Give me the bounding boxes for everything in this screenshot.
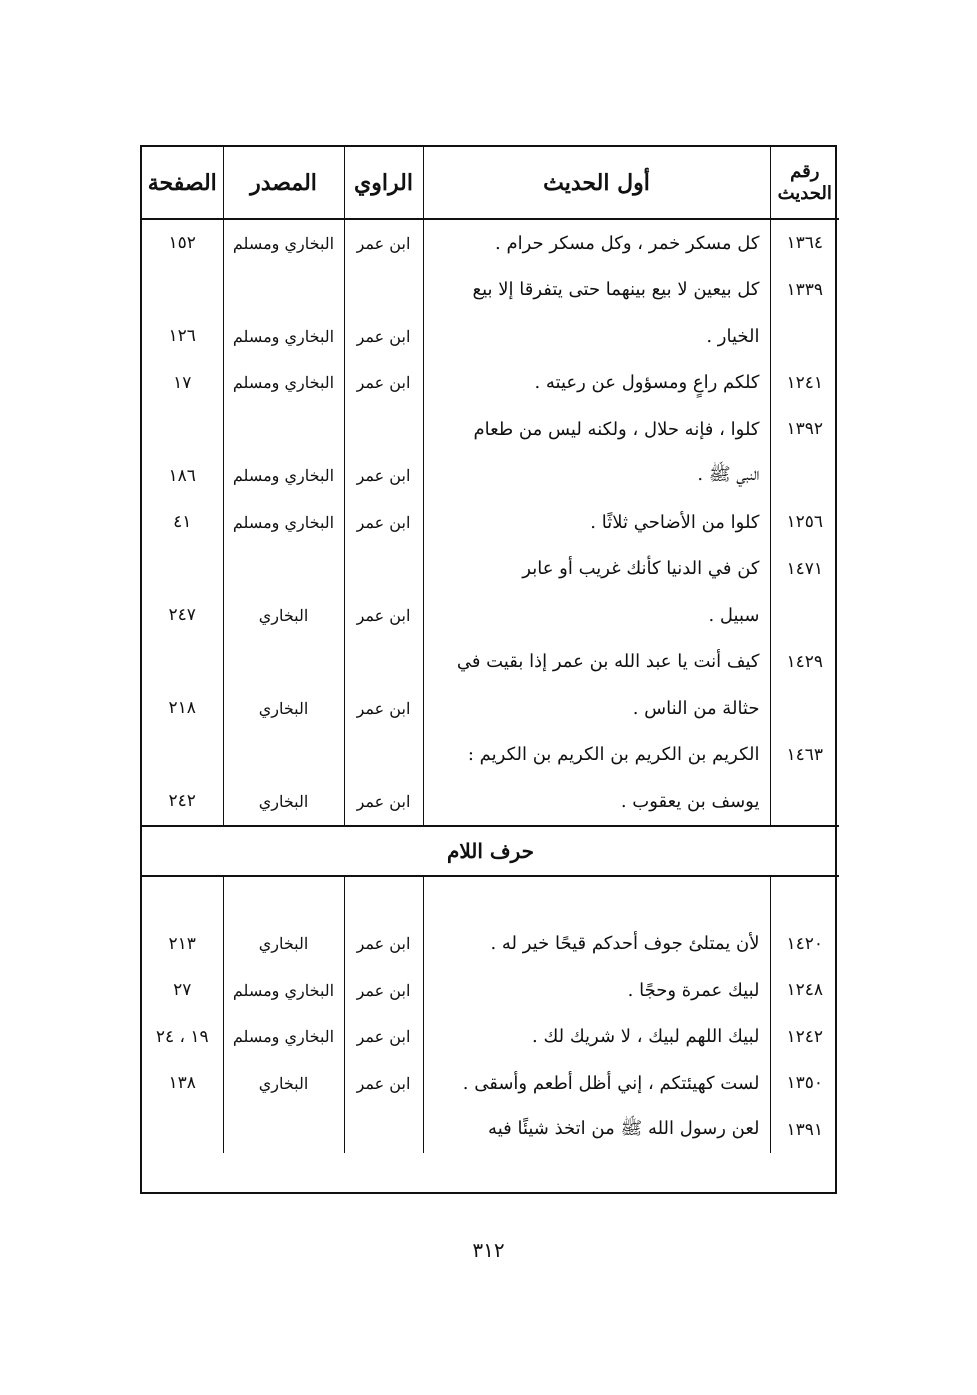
source: البخاري ومسلم <box>223 453 344 500</box>
spacer-cell <box>423 876 770 921</box>
hadith-number <box>770 592 839 639</box>
source: البخاري <box>223 685 344 732</box>
section-title: حرف اللام <box>142 826 839 876</box>
narrator: ابن عمر <box>344 313 423 360</box>
table-row <box>142 592 839 639</box>
narrator <box>344 546 423 593</box>
hadith-text: كلكم راعٍ ومسؤول عن رعيته . <box>423 360 770 407</box>
source: البخاري ومسلم <box>223 967 344 1014</box>
hadith-number: ١٤٢٠ <box>770 921 839 968</box>
narrator <box>344 639 423 686</box>
spacer-cell <box>770 876 839 921</box>
hadith-number: ١٣٦٤ <box>770 219 839 267</box>
source: البخاري <box>223 1060 344 1107</box>
source <box>223 406 344 453</box>
hadith-text: كل بيعين لا بيع بينهما حتى يتفرقا إلا بيع <box>423 267 770 314</box>
hadith-number <box>770 453 839 500</box>
page-ref: ١٨٦ <box>168 465 196 486</box>
table-row <box>142 219 839 267</box>
table-row <box>142 921 839 968</box>
hadith-number <box>770 778 839 826</box>
source: البخاري <box>223 921 344 968</box>
source: البخاري <box>223 778 344 826</box>
table-header-row <box>142 147 839 219</box>
hadith-index-table <box>142 147 839 1153</box>
hadith-text: لعن رسول الله ﷺ من اتخذ شيئًا فيه <box>423 1107 770 1154</box>
hadith-text: كلوا ، فإنه حلال ، ولكنه ليس من طعام <box>423 406 770 453</box>
table-row <box>142 406 839 453</box>
header-hadith-number: رقم الحديث <box>770 147 839 219</box>
page-ref: ٢١٨ <box>168 698 196 719</box>
header-page: الصفحة <box>142 147 223 219</box>
spacer-row <box>142 876 839 921</box>
hadith-number <box>770 313 839 360</box>
page-ref <box>142 546 223 593</box>
hadith-number <box>770 685 839 732</box>
section-header-row <box>142 826 839 876</box>
table-row <box>142 546 839 593</box>
narrator: ابن عمر <box>344 967 423 1014</box>
page-ref <box>142 1107 223 1154</box>
page-ref: ٢٤٧ <box>168 605 196 626</box>
table-row <box>142 1014 839 1061</box>
table-row <box>142 778 839 826</box>
page-ref: ١٧ <box>173 372 192 393</box>
table-row <box>142 685 839 732</box>
hadith-number: ١٤٦٣ <box>770 732 839 779</box>
source: البخاري ومسلم <box>223 360 344 407</box>
hadith-text: لبيك عمرة وحجًا . <box>423 967 770 1014</box>
hadith-text: يوسف بن يعقوب . <box>423 778 770 826</box>
hadith-text: لأن يمتلئ جوف أحدكم قيحًا خير له . <box>423 921 770 968</box>
narrator: ابن عمر <box>344 778 423 826</box>
source <box>223 639 344 686</box>
source <box>223 267 344 314</box>
table-row <box>142 453 839 500</box>
hadith-text: كيف أنت يا عبد الله بن عمر إذا بقيت في <box>423 639 770 686</box>
source: البخاري ومسلم <box>223 313 344 360</box>
narrator: ابن عمر <box>344 499 423 546</box>
table-row <box>142 1107 839 1154</box>
table-row <box>142 360 839 407</box>
hadith-index-table-frame <box>140 145 837 1194</box>
hadith-number: ١٢٤٨ <box>770 967 839 1014</box>
table-row <box>142 967 839 1014</box>
narrator: ابن عمر <box>344 685 423 732</box>
narrator <box>344 406 423 453</box>
source <box>223 546 344 593</box>
hadith-number: ١٢٤١ <box>770 360 839 407</box>
hadith-text: الخيار . <box>423 313 770 360</box>
header-narrator: الراوي <box>344 147 423 219</box>
source: البخاري ومسلم <box>223 219 344 267</box>
hadith-text: الكريم بن الكريم بن الكريم بن الكريم : <box>423 732 770 779</box>
table-row <box>142 313 839 360</box>
page-ref: ٤١ <box>173 512 192 533</box>
hadith-text: لبيك اللهم لبيك ، لا شريك لك . <box>423 1014 770 1061</box>
source: البخاري ومسلم <box>223 499 344 546</box>
hadith-text: سبيل . <box>423 592 770 639</box>
header-source: المصدر <box>223 147 344 219</box>
narrator: ابن عمر <box>344 360 423 407</box>
source: البخاري <box>223 592 344 639</box>
page-ref: ١٩ ، ٢٤ <box>155 1026 209 1047</box>
table-row <box>142 732 839 779</box>
hadith-text: كن في الدنيا كأنك غريب أو عابر <box>423 546 770 593</box>
hadith-number: ١٣٥٠ <box>770 1060 839 1107</box>
hadith-text: كلوا من الأضاحي ثلاثًا . <box>423 499 770 546</box>
narrator: ابن عمر <box>344 921 423 968</box>
spacer-cell <box>344 876 423 921</box>
hadith-text: النبي ﷺ . <box>423 453 770 500</box>
narrator: ابن عمر <box>344 1014 423 1061</box>
hadith-number: ١٤٧١ <box>770 546 839 593</box>
hadith-number: ١٢٥٦ <box>770 499 839 546</box>
page-ref <box>142 639 223 686</box>
hadith-text: كل مسكر خمر ، وكل مسكر حرام . <box>423 219 770 267</box>
narrator: ابن عمر <box>344 1060 423 1107</box>
table-row <box>142 499 839 546</box>
source <box>223 732 344 779</box>
hadith-text: لست كهيئتكم ، إني أظل أطعم وأسقى . <box>423 1060 770 1107</box>
page-ref <box>142 267 223 314</box>
page-ref: ١٥٢ <box>168 233 196 254</box>
page-ref: ٢٤٢ <box>168 791 196 812</box>
narrator: ابن عمر <box>344 453 423 500</box>
narrator: ابن عمر <box>344 219 423 267</box>
hadith-number: ١٣٩٢ <box>770 406 839 453</box>
hadith-text: حثالة من الناس . <box>423 685 770 732</box>
page-ref: ٢٧ <box>173 980 192 1001</box>
spacer-cell <box>223 876 344 921</box>
page-ref <box>142 406 223 453</box>
hadith-number: ١٤٢٩ <box>770 639 839 686</box>
narrator <box>344 732 423 779</box>
hadith-number: ١٣٩١ <box>770 1107 839 1154</box>
table-row <box>142 639 839 686</box>
source: البخاري ومسلم <box>223 1014 344 1061</box>
hadith-number: ١٣٣٩ <box>770 267 839 314</box>
page-number: ٣١٢ <box>472 1238 505 1262</box>
narrator <box>344 1107 423 1154</box>
page-ref: ١٣٨ <box>168 1073 196 1094</box>
narrator: ابن عمر <box>344 592 423 639</box>
table-row <box>142 1060 839 1107</box>
header-hadith-text: أول الحديث <box>423 147 770 219</box>
narrator <box>344 267 423 314</box>
page-ref: ٢١٣ <box>168 933 196 954</box>
page-ref: ١٢٦ <box>168 326 196 347</box>
page-ref <box>142 732 223 779</box>
spacer-cell <box>142 876 223 921</box>
source <box>223 1107 344 1154</box>
hadith-number: ١٢٤٢ <box>770 1014 839 1061</box>
table-row <box>142 267 839 314</box>
